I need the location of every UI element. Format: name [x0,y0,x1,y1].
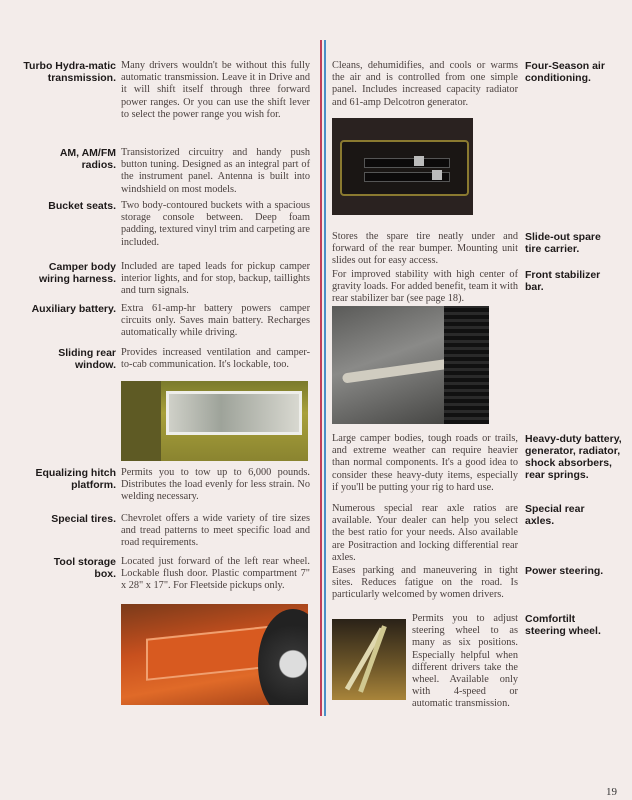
feature-text-tool-storage: Located just forward of the left rear wheel. Lockable flush door. Plastic compartment 7" x 28" x 17". For Fleetside pickups only. [121,556,310,592]
comfortilt-steering-photo [332,619,406,700]
sliding-window-photo [121,381,308,461]
feature-text-rear-axles: Numerous special rear axle ratios are available. Your dealer can help you select the best ratio for your needs. Also available are Positraction and locking differential rear axles. [332,503,518,563]
feature-text-special-tires: Chevrolet offers a wide variety of tire sizes and tread patterns to meet specific load and road requirements. [121,513,310,549]
feature-label-bucket-seats: Bucket seats. [48,200,116,212]
feature-label-tool-storage: Tool storage box. [53,556,116,580]
feature-text-front-stabilizer: For improved stability with high center of gravity loads. For added benefit, team it with rear stabilizer bar (see page 18). [332,269,518,305]
feature-text-heavy-duty: Large camper bodies, tough roads or trails, and extreme weather can require heavier than normal components. It's a good idea to consider these heavy-duty items, especially if you'll be putting your rig to hard use. [332,433,518,493]
feature-text-equalizing-hitch: Permits you to tow up to 6,000 pounds. Distributes the load evenly for less strain. No welding necessary. [121,467,310,503]
tool-storage-photo [121,604,308,705]
feature-text-air-conditioning: Cleans, dehumidifies, and cools or warms the air and is controlled from one simple panel. Includes increased capacity radiator and 61-amp Delcotron generator. [332,60,518,108]
feature-text-turbo-hydramatic: Many drivers wouldn't be without this fully automatic transmission. Leave it in Drive and it will shift itself through three forward power ranges. Or you can use the shift lever to select the power range you wish for. [121,60,310,120]
feature-label-sliding-window: Sliding rear window. [58,347,116,371]
air-conditioning-panel-photo [332,118,473,215]
feature-label-radios: AM, AM/FM radios. [59,147,116,171]
feature-text-bucket-seats: Two body-contoured buckets with a spacious storage console between. Deep foam padding, textured vinyl trim and carpeting are included. [121,200,310,248]
page-number: 19 [606,786,617,798]
feature-text-wiring-harness: Included are taped leads for pickup camper interior lights, and for stop, backup, taillights and turn signals. [121,261,310,297]
divider-stripe-red [320,40,322,716]
feature-text-auxiliary-battery: Extra 61-amp-hr battery powers camper circuits only. Saves main battery. Recharges automatically while driving. [121,303,310,339]
divider-stripe-blue [324,40,326,716]
feature-label-auxiliary-battery: Auxiliary battery. [31,303,116,315]
front-stabilizer-photo [332,306,489,424]
feature-label-turbo-hydramatic: Turbo Hydra-matic transmission. [23,60,116,84]
feature-text-spare-tire-carrier: Stores the spare tire neatly under and forward of the rear bumper. Mounting unit slides out for easy access. [332,231,518,267]
feature-text-comfortilt: Permits you to adjust steering wheel to as many as six positions. Especially helpful when different drivers take the wheel. Available only with 4-speed or automatic transmission. [412,613,518,710]
feature-label-heavy-duty: Heavy-duty battery, generator, radiator, shock absorbers, rear springs. [525,433,622,481]
feature-text-power-steering: Eases parking and maneuvering in tight sites. Reduces fatigue on the road. Is particularly welcomed by women drivers. [332,565,518,601]
feature-label-rear-axles: Special rear axles. [525,503,585,527]
feature-label-special-tires: Special tires. [51,513,116,525]
feature-label-air-conditioning: Four-Season air conditioning. [525,60,605,84]
feature-label-front-stabilizer: Front stabilizer bar. [525,269,601,293]
feature-label-comfortilt: Comfortilt steering wheel. [525,613,601,637]
feature-label-equalizing-hitch: Equalizing hitch platform. [35,467,116,491]
feature-text-sliding-window: Provides increased ventilation and camper-to-cab communication. It's lockable, too. [121,347,310,371]
feature-label-power-steering: Power steering. [525,565,604,577]
feature-text-radios: Transistorized circuitry and handy push button tuning. Designed as an integral part of the instrument panel. Antenna is built into windshield on most models. [121,147,310,195]
feature-label-spare-tire-carrier: Slide-out spare tire carrier. [525,231,601,255]
feature-label-wiring-harness: Camper body wiring harness. [38,261,116,285]
